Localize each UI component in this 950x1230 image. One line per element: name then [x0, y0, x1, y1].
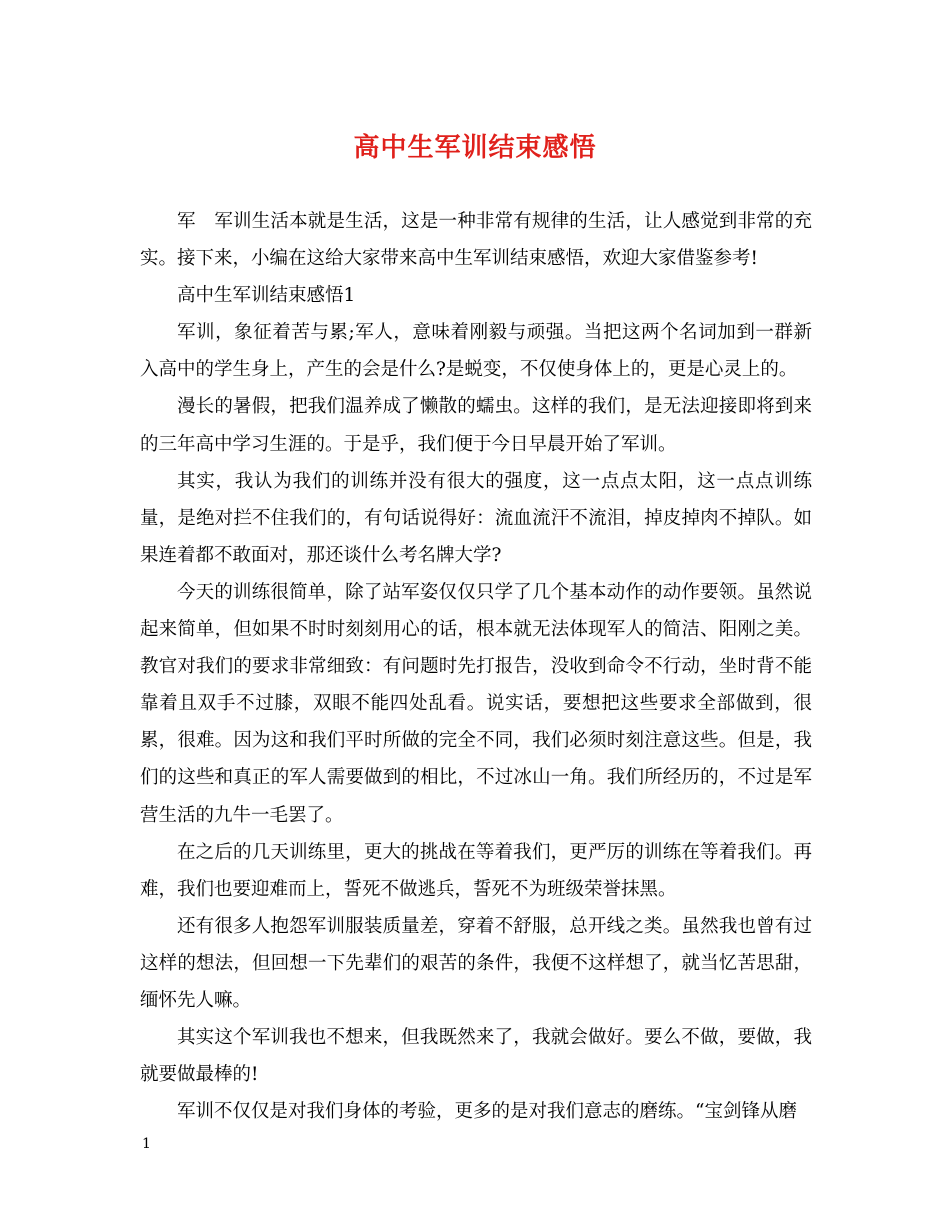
paragraph: 其实，我认为我们的训练并没有很大的强度，这一点点太阳，这一点点训练量，是绝对拦不住我们的，有句话说得好：流血流汗不流泪，掉皮掉肉不掉队。如果连着都不敢面对，那还谈什么考名牌大学? [140, 470, 812, 566]
paragraph: 军训，象征着苦与累;军人，意味着刚毅与顽强。当把这两个名词加到一群新入高中的学生身上，产生的会是什么?是蜕变，不仅使身体上的，更是心灵上的。 [140, 322, 812, 381]
paragraph: 在之后的几天训练里，更大的挑战在等着我们，更严厉的训练在等着我们。再难，我们也要迎难而上，誓死不做逃兵，誓死不为班级荣誉抹黑。 [140, 841, 812, 900]
paragraph: 今天的训练很简单，除了站军姿仅仅只学了几个基本动作的动作要领。虽然说起来简单，但如果不时时刻刻用心的话，根本就无法体现军人的简洁、阳刚之美。教官对我们的要求非常细致：有问题时先打报告，没收到命令不行动，坐时背不能靠着且双手不过膝，双眼不能四处乱看。说实话，要想把这些要求全部做到，很累，很难。因为这和我们平时所做的完全不同，我们必须时刻注意这些。但是，我们的这些和真正的军人需要做到的相比，不过冰山一角。我们所经历的，不过是军营生活的九牛一毛罢了。 [140, 581, 812, 826]
page-number: 1 [142, 1136, 151, 1152]
paragraph: 还有很多人抱怨军训服装质量差，穿着不舒服，总开线之类。虽然我也曾有过这样的想法，但回想一下先辈们的艰苦的条件，我便不这样想了，就当忆苦思甜，缅怀先人嘛。 [140, 915, 812, 1011]
paragraph-intro: 军 军训生活本就是生活，这是一种非常有规律的生活，让人感觉到非常的充实。接下来，小编在这给大家带来高中生军训结束感悟，欢迎大家借鉴参考! [140, 211, 812, 270]
paragraph: 其实这个军训我也不想来，但我既然来了，我就会做好。要么不做，要做，我就要做最棒的! [140, 1027, 812, 1086]
document-body [140, 203, 812, 1130]
section-heading: 高中生军训结束感悟1 [177, 285, 356, 307]
paragraph: 漫长的暑假，把我们温养成了懒散的蠕虫。这样的我们，是无法迎接即将到来的三年高中学习生涯的。于是乎，我们便于今日早晨开始了军训。 [140, 396, 812, 455]
paragraph: 军训不仅仅是对我们身体的考验，更多的是对我们意志的磨练。“宝剑锋从磨 [177, 1101, 797, 1123]
document-title: 高中生军训结束感悟 [353, 133, 597, 163]
